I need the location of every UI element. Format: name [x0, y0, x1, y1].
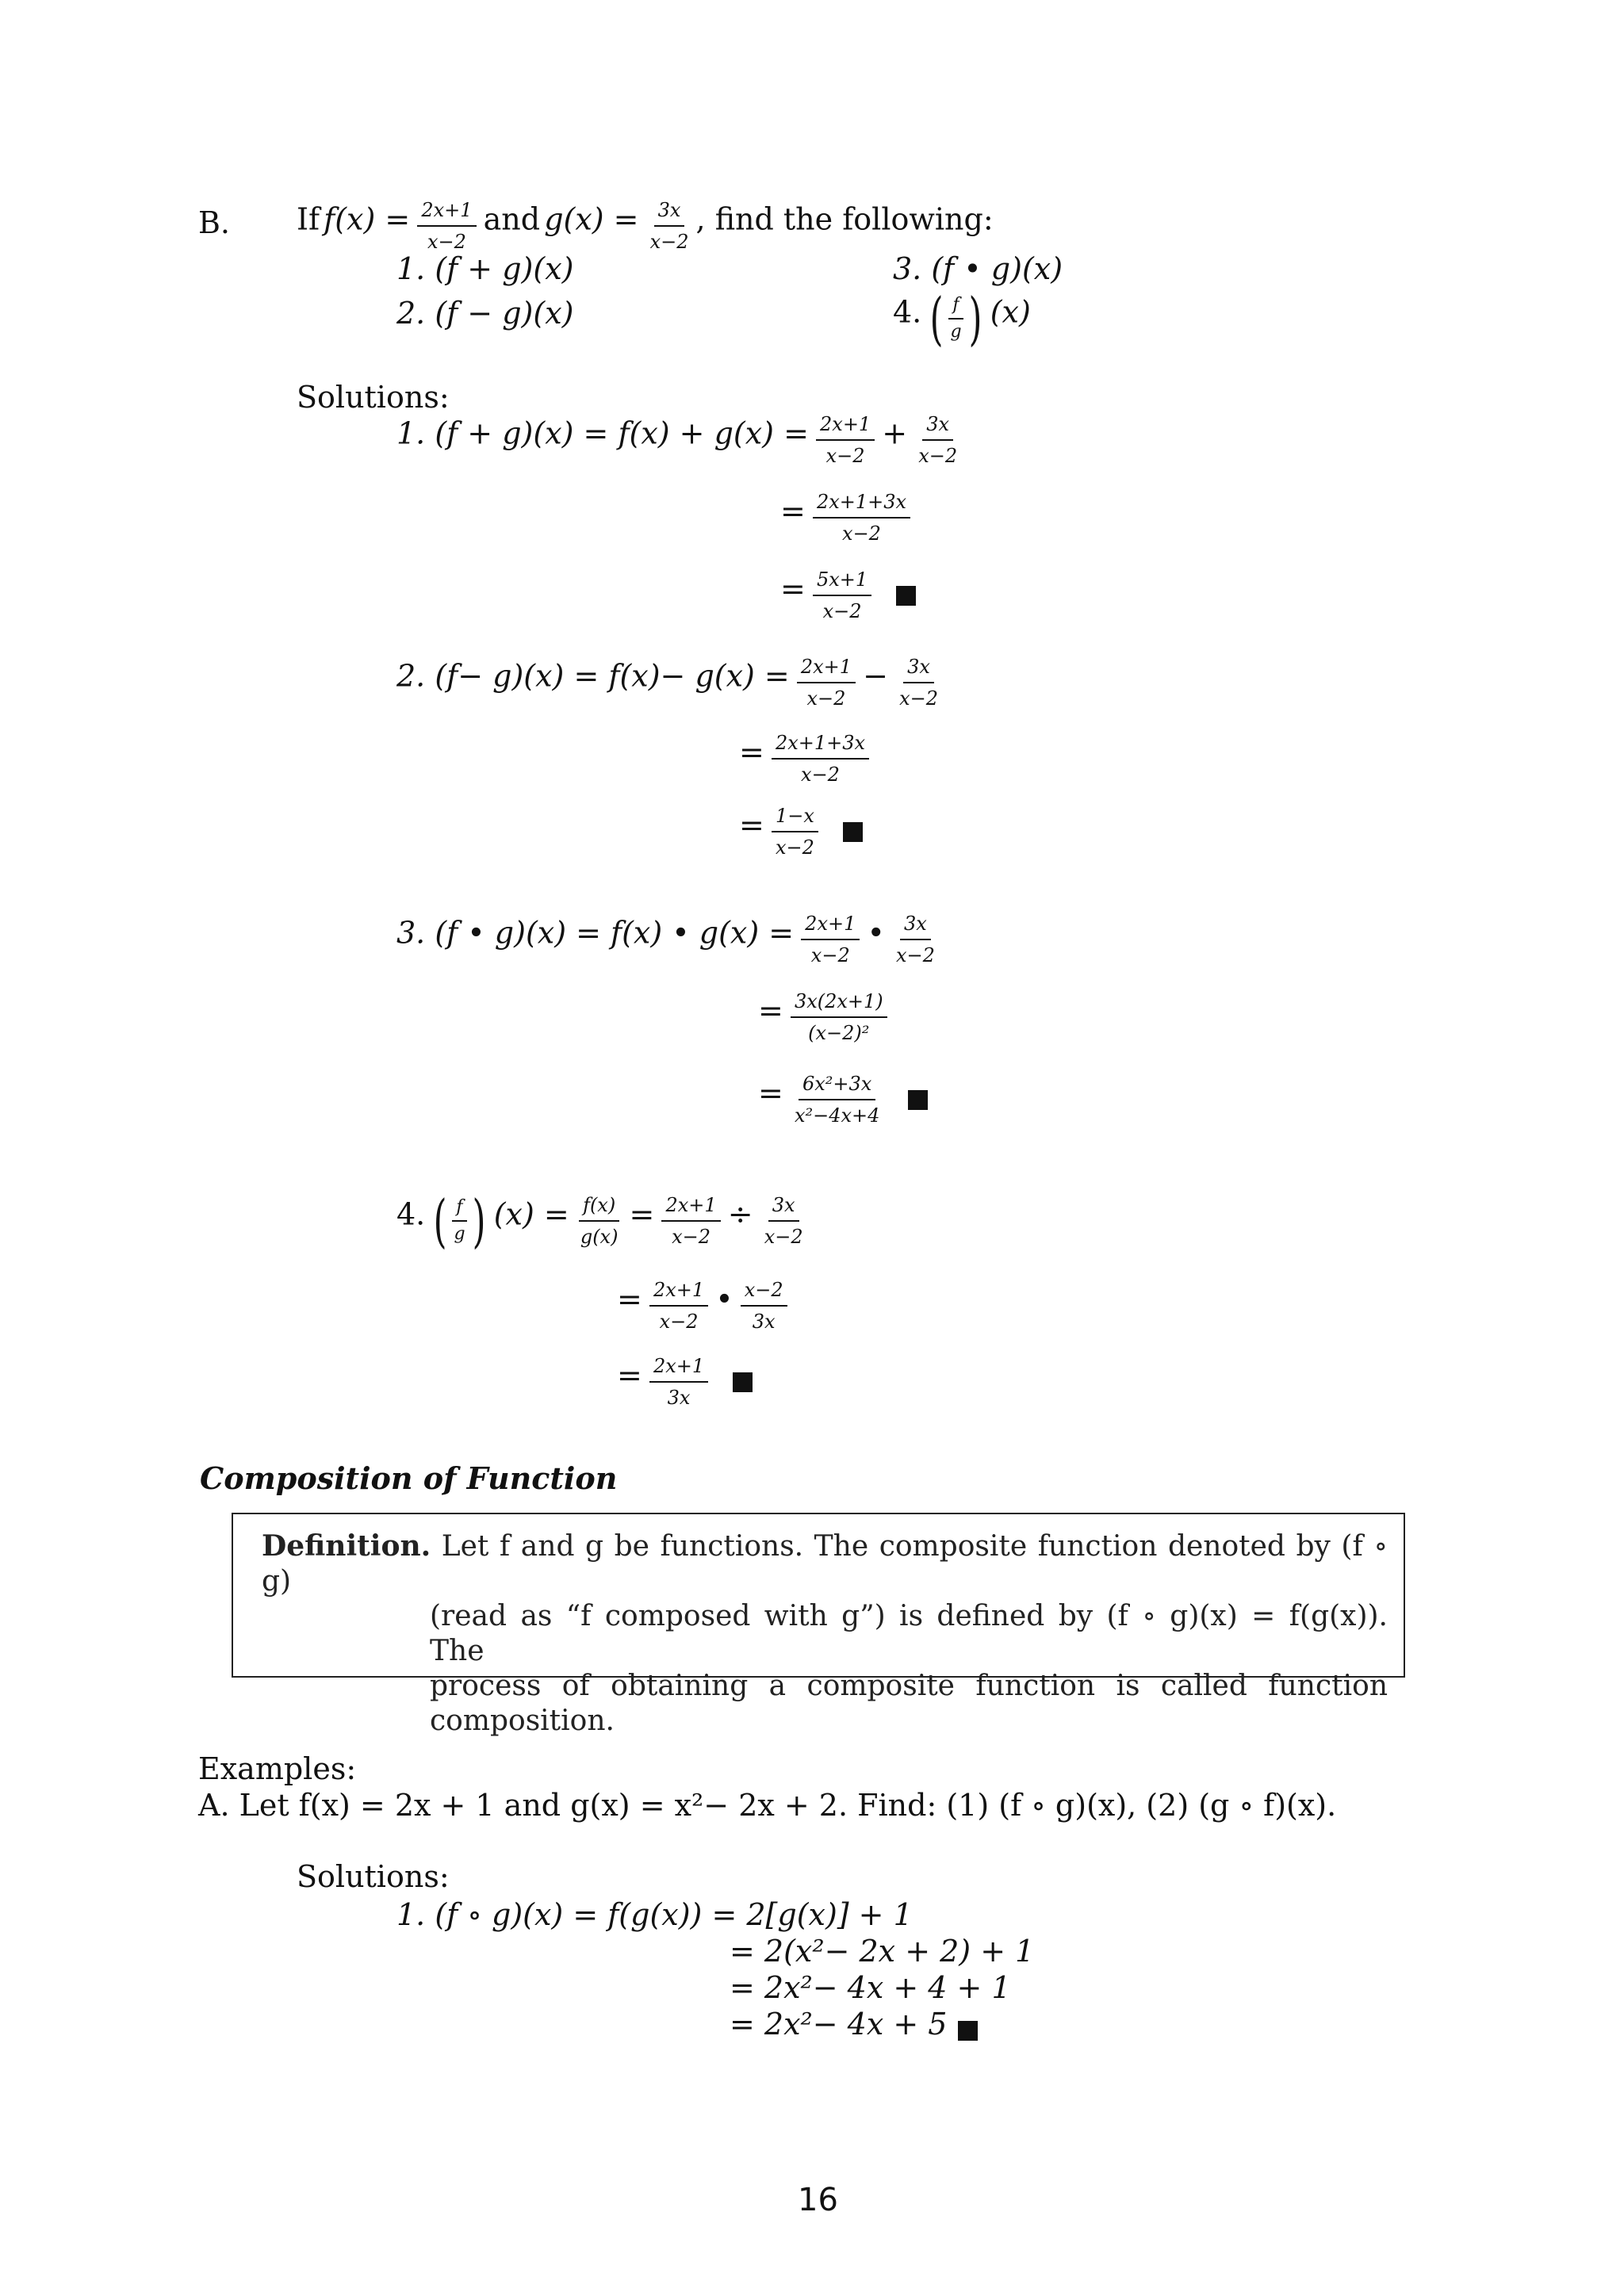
definition-label: Definition. [262, 1529, 431, 1563]
definition-text [262, 1529, 1388, 1739]
end-of-proof-icon [843, 822, 863, 842]
solution-4-line-1 [396, 1189, 810, 1253]
fraction: $\frac{3x}{x-2}$ [918, 413, 958, 467]
solution-1-lhs: 1. (f + g)(x) = f(x) + g(x) = [396, 415, 809, 451]
definition-line-3: process of obtaining a composite function is called function [430, 1670, 1388, 1702]
equals-sign: = [758, 993, 783, 1028]
solution-4-number: 4. [396, 1196, 426, 1232]
task-item-4-number: 4. [893, 294, 922, 330]
f-numerator: 2x+1 [417, 198, 476, 227]
solution-1-line-3 [780, 568, 916, 623]
right-paren: ) [968, 285, 982, 352]
fraction: $\frac{2x+1}{x-2}$ [801, 912, 860, 967]
g-definition: g(x) = [544, 201, 639, 237]
composition-line-4 [730, 2006, 978, 2042]
solutions-label-2: Solutions: [297, 1859, 450, 1894]
fraction: $\frac{2x+1}{x-2}$ [797, 655, 856, 710]
fraction: $\frac{5x+1}{x-2}$ [813, 568, 871, 623]
equals-sign: = [629, 1196, 655, 1232]
fraction: $\frac{3x}{x-2}$ [899, 656, 938, 710]
definition-line-1: Let f and g be functions. The composite function denoted by (f ∘ g) [262, 1530, 1388, 1598]
composition-line-2: = 2(x²− 2x + 2) + 1 [730, 1934, 1035, 1969]
problem-statement [297, 198, 994, 254]
examples-label: Examples: [198, 1751, 357, 1786]
equals-sign: = [780, 493, 806, 529]
intro-if: If [297, 201, 320, 237]
solution-3-line-3 [758, 1072, 928, 1127]
solution-3-lhs: 3. (f • g)(x) = f(x) • g(x) = [396, 915, 795, 951]
task-item-3: 3. (f • g)(x) [893, 251, 1063, 286]
definition-line-4: composition. [430, 1705, 615, 1737]
fraction: $\frac{2x+1}{x-2}$ [816, 412, 875, 468]
solution-4-line-3 [617, 1354, 753, 1410]
solution-3-line-2 [758, 989, 891, 1045]
g-fraction [646, 198, 693, 254]
fraction: $\frac{2x+1}{x-2}$ [661, 1193, 720, 1249]
fraction: $\frac{\text{6x²+3x}}{\text{x²−4x+4}}$ [794, 1073, 880, 1127]
f-over-g: ( $\frac{f}{g}$ ) [929, 285, 982, 352]
solution-1-line-2 [780, 490, 914, 545]
g-numerator: 3x [654, 198, 685, 227]
right-paren: ) [472, 1188, 486, 1254]
definition-box [232, 1513, 1405, 1737]
solution-2-line-3 [739, 804, 863, 859]
composition-line-1: 1. (f ∘ g)(x) = f(g(x)) = 2[g(x)] + 1 [396, 1897, 913, 1932]
task-item-1: 1. (f + g)(x) [396, 251, 574, 286]
solution-2-line-1 [396, 655, 945, 710]
solution-2-line-2 [739, 731, 872, 786]
f-over-g: ( $\frac{f}{g}$ ) [433, 1188, 486, 1254]
end-of-proof-icon [733, 1372, 753, 1392]
task-item-2: 2. (f − g)(x) [396, 296, 574, 331]
fraction: $\frac{3x(2x+1)}{\text{(x−2)²}}$ [791, 989, 887, 1045]
section-label: B. [198, 205, 231, 240]
solution-4-mid: (x) = [493, 1196, 569, 1232]
operator: − [863, 658, 888, 694]
fraction: $\frac{3x}{x-2}$ [895, 913, 935, 966]
equals-sign: = [739, 734, 764, 770]
operator: + [882, 415, 908, 451]
solution-2-lhs: 2. (f− g)(x) = f(x)− g(x) = [396, 658, 790, 694]
solution-3-line-1 [396, 912, 942, 967]
fraction: $\frac{2x+1+3x}{x-2}$ [813, 490, 910, 545]
fraction: $\frac{x-2}{3x}$ [741, 1278, 787, 1334]
intro-rest: , find the following: [695, 201, 994, 237]
fraction: $\frac{1-x}{x-2}$ [772, 804, 818, 859]
left-paren: ( [929, 285, 944, 352]
solution-4-line-2 [617, 1278, 791, 1334]
fraction: $\frac{2x+1+3x}{x-2}$ [772, 731, 869, 786]
operator: • [715, 1281, 733, 1317]
section-heading: Composition of Function [200, 1460, 618, 1496]
fraction: $\frac{2x+1}{x-2}$ [649, 1278, 708, 1334]
end-of-proof-icon [896, 586, 916, 606]
task-item-4 [893, 287, 1031, 350]
fraction: $\frac{f(x)}{g(x)}$ [580, 1194, 619, 1248]
g-denominator: x−2 [649, 231, 689, 253]
f-fraction [417, 198, 476, 254]
equals-sign: = [739, 807, 764, 843]
end-of-proof-icon [958, 2021, 978, 2041]
f-denominator: x−2 [427, 231, 466, 253]
operator: ÷ [727, 1196, 753, 1232]
operator: • [867, 915, 885, 951]
example-a: A. Let f(x) = 2x + 1 and g(x) = x²− 2x + 2. Find: (1) (f ∘ g)(x), (2) (g ∘ f)(x). [198, 1788, 1337, 1823]
composition-line-3: = 2x²− 4x + 4 + 1 [730, 1970, 1011, 2005]
solutions-label: Solutions: [297, 380, 450, 415]
composition-line-4-text: = 2x²− 4x + 5 [730, 2007, 948, 2042]
page-number: 16 [798, 2182, 838, 2218]
equals-sign: = [758, 1075, 783, 1111]
equals-sign: = [617, 1357, 642, 1393]
and-word: and [483, 201, 541, 237]
solution-1-line-1 [396, 412, 964, 468]
end-of-proof-icon [908, 1090, 928, 1110]
fraction: $\frac{3x}{x-2}$ [764, 1194, 803, 1248]
fraction: $\frac{2x+1}{3x}$ [649, 1354, 708, 1410]
left-paren: ( [433, 1188, 447, 1254]
equals-sign: = [780, 571, 806, 607]
f-definition: f(x) = [324, 201, 411, 237]
definition-line-2: (read as “f composed with g”) is defined by (f ∘ g)(x) = f(g(x)). The [430, 1600, 1388, 1667]
equals-sign: = [617, 1281, 642, 1317]
task-item-4-suffix: (x) [990, 294, 1031, 330]
